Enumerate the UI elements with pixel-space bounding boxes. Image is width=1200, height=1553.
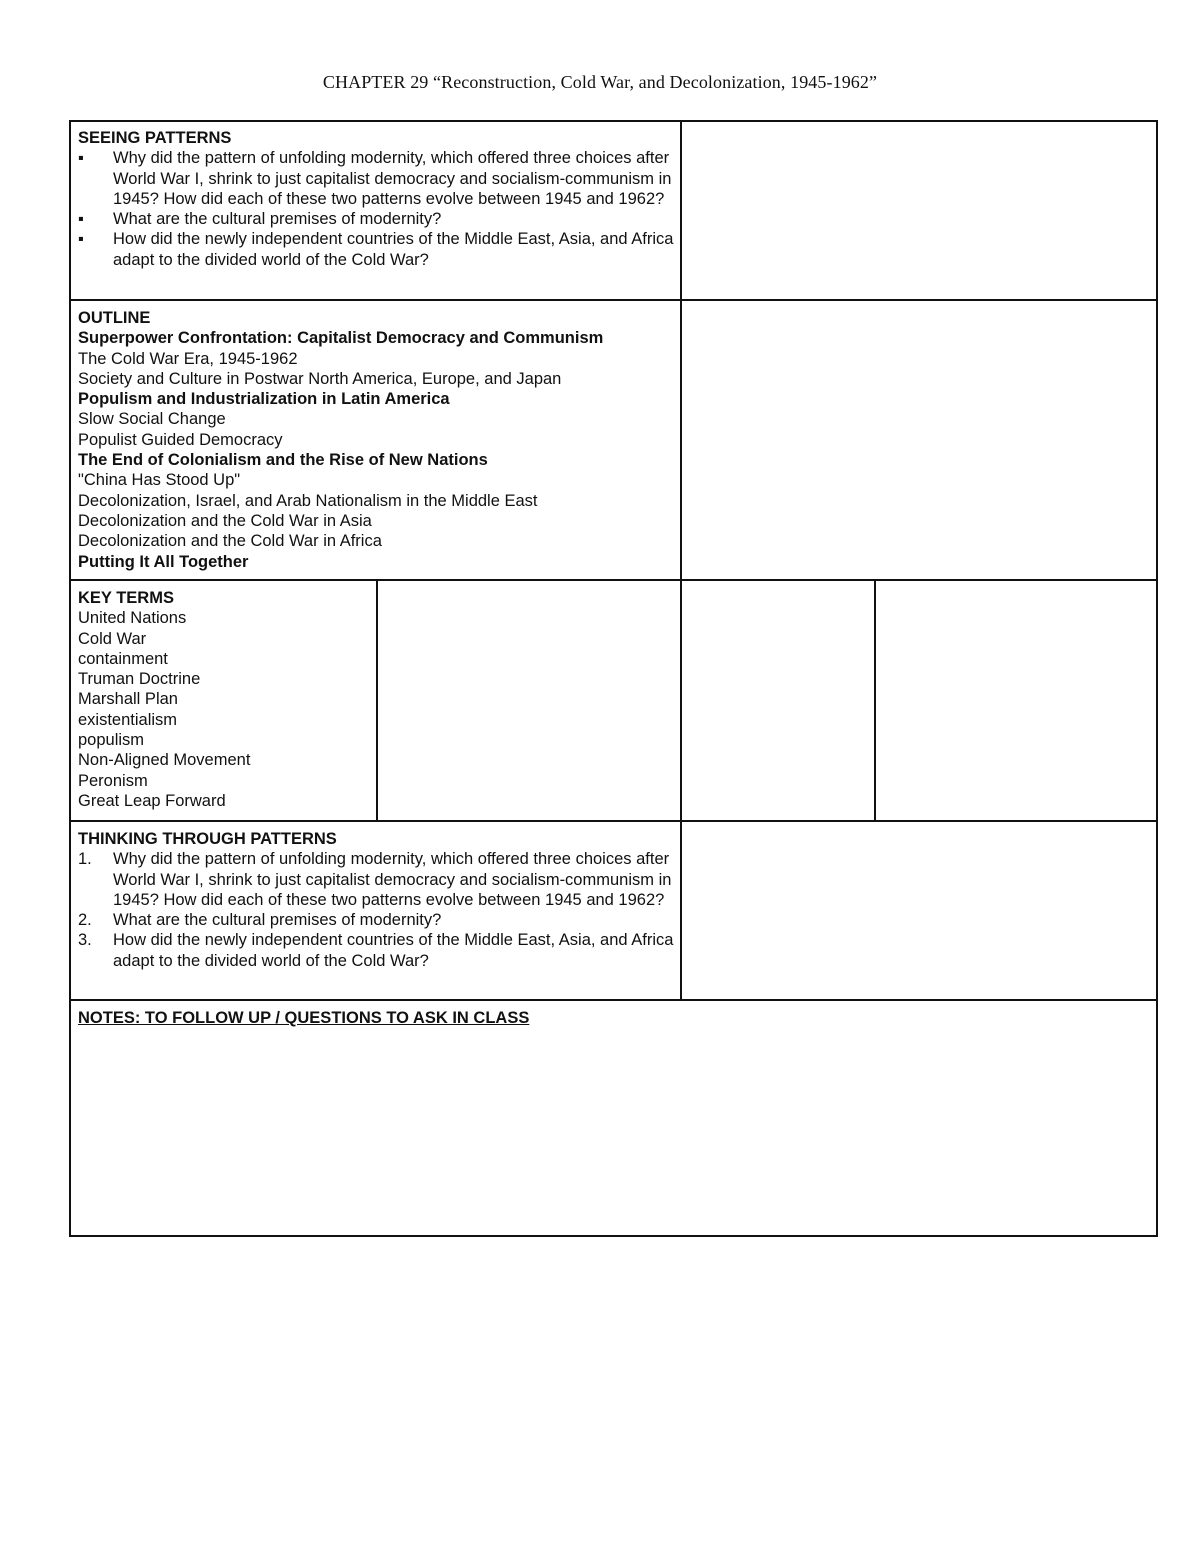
key-terms-column-4 xyxy=(874,579,1158,822)
key-term: containment xyxy=(78,649,168,668)
outline-line: Decolonization and the Cold War in Asia xyxy=(78,511,372,530)
list-item xyxy=(78,910,676,930)
list-item xyxy=(78,229,676,270)
outline-line: Putting It All Together xyxy=(78,552,249,571)
outline-line: Superpower Confrontation: Capitalist Democracy and Communism xyxy=(78,329,604,348)
bullet-icon: ▪ xyxy=(78,230,84,249)
thinking-patterns-item: What are the cultural premises of modernity? xyxy=(113,911,442,930)
item-number: 1. xyxy=(78,850,92,869)
thinking-patterns-item: How did the newly independent countries of the Middle East, Asia, and Africa adapt to the divided world of the Cold War? xyxy=(113,931,674,970)
outline-line: Populism and Industrialization in Latin America xyxy=(78,390,450,409)
outline-section xyxy=(78,308,676,572)
key-term: Peronism xyxy=(78,771,148,790)
seeing-patterns-item: What are the cultural premises of modernity? xyxy=(113,210,442,229)
outline-line: The Cold War Era, 1945-1962 xyxy=(78,349,298,368)
outline-line: Slow Social Change xyxy=(78,410,226,429)
outline-line: Decolonization and the Cold War in Africa xyxy=(78,532,382,551)
thinking-patterns-heading: THINKING THROUGH PATTERNS xyxy=(78,830,337,848)
key-term: existentialism xyxy=(78,710,178,729)
list-item xyxy=(78,930,676,971)
outline-line: Decolonization, Israel, and Arab Nationalism in the Middle East xyxy=(78,491,538,510)
thinking-patterns-section xyxy=(78,829,676,971)
seeing-patterns-section xyxy=(78,128,676,270)
key-term: Non-Aligned Movement xyxy=(78,751,251,770)
outline-line: "China Has Stood Up" xyxy=(78,471,241,490)
key-terms-heading: KEY TERMS xyxy=(78,589,174,607)
key-term: Marshall Plan xyxy=(78,690,178,709)
key-terms-section xyxy=(78,588,370,811)
thinking-patterns-item: Why did the pattern of unfolding modernity, which offered three choices after World War I, shrink to just capitalist democracy and socialism-communism in 1945? How did each of these two patterns evolve between 1945 and 1962? xyxy=(113,850,672,909)
page-title: CHAPTER 29 “Reconstruction, Cold War, and Decolonization, 1945-1962” xyxy=(322,72,878,92)
key-term: Cold War xyxy=(78,629,147,648)
key-term: Great Leap Forward xyxy=(78,791,226,810)
bullet-icon: ▪ xyxy=(78,149,84,168)
notes-heading: NOTES: TO FOLLOW UP / QUESTIONS TO ASK IN CLASS xyxy=(78,1009,530,1027)
key-term: Truman Doctrine xyxy=(78,670,201,689)
seeing-patterns-heading: SEEING PATTERNS xyxy=(78,129,232,147)
list-item xyxy=(78,148,676,209)
outline-line: Populist Guided Democracy xyxy=(78,430,283,449)
seeing-patterns-notes-cell xyxy=(680,120,1158,301)
outline-notes-cell xyxy=(680,299,1158,581)
key-term: United Nations xyxy=(78,609,187,628)
item-number: 2. xyxy=(78,911,92,930)
bullet-icon: ▪ xyxy=(78,210,84,229)
notes-cell xyxy=(69,999,1158,1237)
thinking-patterns-notes-cell xyxy=(680,820,1158,1001)
outline-heading: OUTLINE xyxy=(78,309,151,327)
list-item xyxy=(78,209,676,229)
key-terms-column-2 xyxy=(376,579,682,822)
outline-line: Society and Culture in Postwar North America, Europe, and Japan xyxy=(78,369,562,388)
key-terms-column-3 xyxy=(680,579,876,822)
item-number: 3. xyxy=(78,931,92,950)
seeing-patterns-item: How did the newly independent countries of the Middle East, Asia, and Africa adapt to the divided world of the Cold War? xyxy=(113,230,674,269)
seeing-patterns-item: Why did the pattern of unfolding modernity, which offered three choices after World War I, shrink to just capitalist democracy and socialism-communism in 1945? How did each of these two patterns evolve between 1945 and 1962? xyxy=(113,149,672,208)
key-term: populism xyxy=(78,731,145,750)
outline-line: The End of Colonialism and the Rise of New Nations xyxy=(78,451,488,470)
list-item xyxy=(78,849,676,910)
